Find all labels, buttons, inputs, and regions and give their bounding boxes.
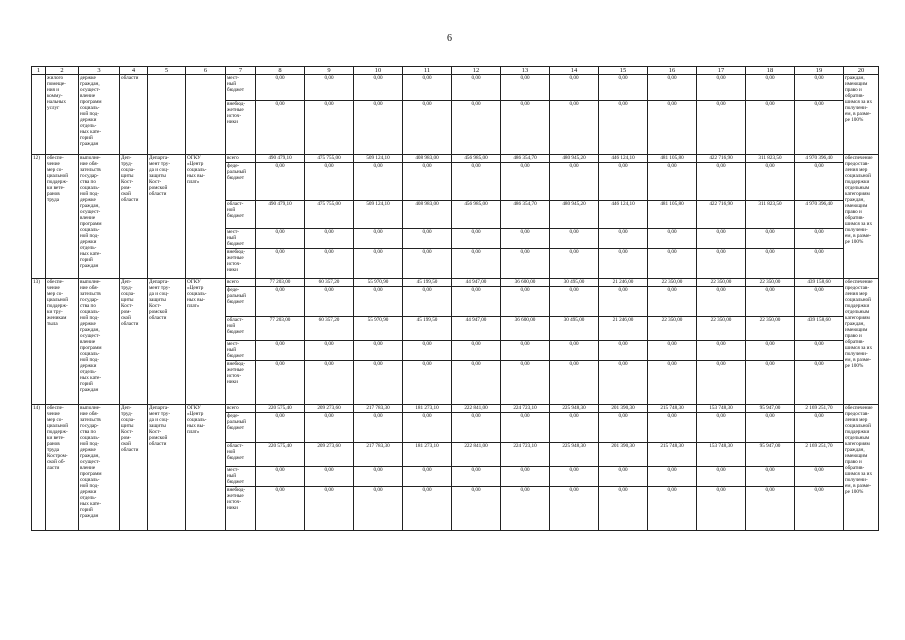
amount-cell: 509 124,10 bbox=[354, 155, 403, 163]
amount-cell: 2 169 251,70 bbox=[795, 443, 844, 467]
amount-cell: 0,00 bbox=[501, 229, 550, 249]
amount-cell: 0,00 bbox=[648, 341, 697, 361]
column-number-cell: 16 bbox=[648, 67, 697, 75]
funding-source-cell: внебюд- жетные источ- ники bbox=[226, 487, 256, 531]
expected-result-cell: обеспечение предостав- ления мер социальной поддержки отдельным категориям граждан, имеющим право и обратив- шимся за их получени- ем, в разме- ре 100% bbox=[844, 405, 879, 531]
amount-cell: 0,00 bbox=[697, 249, 746, 279]
description-cell: ОГКУ «Центр социаль- ных вы- плат» bbox=[186, 279, 226, 405]
amount-cell: 220 575,40 bbox=[256, 405, 305, 413]
amount-cell: 0,00 bbox=[452, 249, 501, 279]
amount-cell: 0,00 bbox=[599, 101, 648, 155]
amount-cell: 490 479,10 bbox=[256, 155, 305, 163]
amount-cell: 0,00 bbox=[256, 249, 305, 279]
column-number-cell: 1 bbox=[32, 67, 46, 75]
funding-source-cell: внебюд- жетные источ- ники bbox=[226, 361, 256, 405]
amount-cell: 0,00 bbox=[501, 249, 550, 279]
description-cell: обеспе- чение мер со- циальной поддерж- ки тру- женикам тыла bbox=[46, 279, 79, 405]
description-cell: Деп- труд- соцза- щиты Кост- ром- ской области bbox=[120, 405, 148, 531]
amount-cell: 201 390,30 bbox=[599, 405, 648, 413]
amount-cell: 0,00 bbox=[354, 361, 403, 405]
amount-cell: 0,00 bbox=[599, 413, 648, 443]
amount-cell: 55 970,90 bbox=[354, 279, 403, 287]
amount-cell: 0,00 bbox=[746, 361, 795, 405]
amount-cell: 0,00 bbox=[403, 75, 452, 101]
amount-cell: 475 755,00 bbox=[305, 155, 354, 163]
amount-cell: 0,00 bbox=[305, 101, 354, 155]
amount-cell: 217 783,30 bbox=[354, 405, 403, 413]
amount-cell: 181 273,10 bbox=[403, 405, 452, 413]
amount-cell: 224 723,10 bbox=[501, 405, 550, 413]
amount-cell: 0,00 bbox=[550, 229, 599, 249]
amount-cell: 21 246,00 bbox=[599, 279, 648, 287]
amount-cell: 4 970 396,40 bbox=[795, 201, 844, 229]
amount-cell: 0,00 bbox=[354, 101, 403, 155]
amount-cell: 0,00 bbox=[599, 229, 648, 249]
column-number-cell: 17 bbox=[697, 67, 746, 75]
amount-cell: 0,00 bbox=[795, 361, 844, 405]
amount-cell: 153 748,30 bbox=[697, 405, 746, 413]
funding-source-cell: внебюд- жетные источ- ники bbox=[226, 249, 256, 279]
amount-cell: 95 947,00 bbox=[746, 443, 795, 467]
amount-cell: 0,00 bbox=[256, 229, 305, 249]
amount-cell: 153 748,30 bbox=[697, 443, 746, 467]
page-number: 6 bbox=[447, 33, 452, 44]
amount-cell: 0,00 bbox=[648, 249, 697, 279]
column-number-cell: 7 bbox=[226, 67, 256, 75]
amount-cell: 220 575,40 bbox=[256, 443, 305, 467]
amount-cell: 0,00 bbox=[795, 487, 844, 531]
funding-source-cell: област- ной бюджет bbox=[226, 443, 256, 467]
amount-cell: 446 124,10 bbox=[599, 155, 648, 163]
column-number-cell: 14 bbox=[550, 67, 599, 75]
funding-source-cell: мест- ный бюджет bbox=[226, 75, 256, 101]
amount-cell: 439 158,60 bbox=[795, 317, 844, 341]
amount-cell: 44 947,00 bbox=[452, 279, 501, 287]
amount-cell: 0,00 bbox=[403, 287, 452, 317]
amount-cell: 0,00 bbox=[746, 287, 795, 317]
amount-cell: 0,00 bbox=[452, 361, 501, 405]
amount-cell: 0,00 bbox=[354, 287, 403, 317]
amount-cell: 0,00 bbox=[550, 413, 599, 443]
column-number-header-row bbox=[32, 67, 879, 75]
amount-cell: 0,00 bbox=[746, 75, 795, 101]
amount-cell: 0,00 bbox=[550, 163, 599, 201]
description-cell: выполне- ние обя- зательств государ- ства по социаль- ной под- держке граждан, осущест- вление программ социаль- ной под- держки отдель- ных кате- горий граждан bbox=[79, 405, 120, 531]
amount-cell: 0,00 bbox=[452, 75, 501, 101]
amount-cell: 45 199,50 bbox=[403, 317, 452, 341]
amount-cell: 0,00 bbox=[403, 341, 452, 361]
amount-cell: 225 948,30 bbox=[550, 443, 599, 467]
amount-cell: 0,00 bbox=[746, 163, 795, 201]
amount-cell: 0,00 bbox=[648, 163, 697, 201]
amount-cell: 0,00 bbox=[501, 75, 550, 101]
amount-cell: 36 600,00 bbox=[501, 317, 550, 341]
amount-cell: 0,00 bbox=[452, 229, 501, 249]
row-number-cell: 13) bbox=[32, 279, 46, 405]
amount-cell: 0,00 bbox=[501, 413, 550, 443]
row-number-cell bbox=[32, 75, 46, 155]
amount-cell: 22 350,00 bbox=[697, 279, 746, 287]
amount-cell: 0,00 bbox=[697, 229, 746, 249]
amount-cell: 77 203,00 bbox=[256, 279, 305, 287]
description-cell: обеспе- чение мер со- циальной поддерж- ки вете- ранов труда Костром- ской об- ласти bbox=[46, 405, 79, 531]
amount-cell: 225 948,30 bbox=[550, 405, 599, 413]
amount-cell: 30 495,00 bbox=[550, 317, 599, 341]
amount-cell: 509 124,10 bbox=[354, 201, 403, 229]
amount-cell: 0,00 bbox=[256, 467, 305, 487]
amount-cell: 0,00 bbox=[305, 487, 354, 531]
amount-cell: 0,00 bbox=[354, 75, 403, 101]
amount-cell: 0,00 bbox=[452, 163, 501, 201]
amount-cell: 0,00 bbox=[697, 487, 746, 531]
amount-cell: 0,00 bbox=[746, 101, 795, 155]
table-row bbox=[32, 405, 879, 413]
amount-cell: 21 246,00 bbox=[599, 317, 648, 341]
funding-source-cell: всего bbox=[226, 405, 256, 413]
amount-cell: 0,00 bbox=[305, 287, 354, 317]
amount-cell: 0,00 bbox=[697, 341, 746, 361]
amount-cell: 0,00 bbox=[648, 467, 697, 487]
amount-cell: 0,00 bbox=[354, 413, 403, 443]
amount-cell: 422 716,90 bbox=[697, 201, 746, 229]
amount-cell: 60 357,20 bbox=[305, 317, 354, 341]
expected-result-cell: обеспечение предостав- ления мер социальной поддержки отдельным категориям граждан, имеющим право и обратив- шимся за их получени- ем, в разме- ре 100% bbox=[844, 279, 879, 405]
amount-cell: 2 169 251,70 bbox=[795, 405, 844, 413]
amount-cell: 22 350,00 bbox=[746, 279, 795, 287]
amount-cell: 0,00 bbox=[354, 467, 403, 487]
description-cell: жилого помеще- ния и комму- нальных услуг bbox=[46, 75, 79, 155]
amount-cell: 0,00 bbox=[256, 361, 305, 405]
amount-cell: 60 357,20 bbox=[305, 279, 354, 287]
description-cell bbox=[148, 75, 186, 155]
amount-cell: 0,00 bbox=[501, 361, 550, 405]
amount-cell: 0,00 bbox=[501, 163, 550, 201]
amount-cell: 0,00 bbox=[305, 341, 354, 361]
amount-cell: 0,00 bbox=[746, 413, 795, 443]
amount-cell: 0,00 bbox=[501, 287, 550, 317]
amount-cell: 0,00 bbox=[305, 163, 354, 201]
amount-cell: 0,00 bbox=[550, 75, 599, 101]
amount-cell: 0,00 bbox=[403, 229, 452, 249]
column-number-cell: 18 bbox=[746, 67, 795, 75]
funding-source-cell: мест- ный бюджет bbox=[226, 467, 256, 487]
amount-cell: 22 350,00 bbox=[648, 279, 697, 287]
amount-cell: 224 723,10 bbox=[501, 443, 550, 467]
column-number-cell: 11 bbox=[403, 67, 452, 75]
amount-cell: 0,00 bbox=[795, 287, 844, 317]
amount-cell: 0,00 bbox=[697, 287, 746, 317]
description-cell: ОГКУ «Центр социаль- ных вы- плат» bbox=[186, 155, 226, 279]
amount-cell: 0,00 bbox=[648, 75, 697, 101]
amount-cell: 0,00 bbox=[305, 467, 354, 487]
description-cell: Департа- мент тру- да и соц- защиты Кост- ромской области bbox=[148, 155, 186, 279]
amount-cell: 456 985,00 bbox=[452, 155, 501, 163]
amount-cell: 36 600,00 bbox=[501, 279, 550, 287]
amount-cell: 0,00 bbox=[550, 341, 599, 361]
amount-cell: 44 947,00 bbox=[452, 317, 501, 341]
amount-cell: 0,00 bbox=[697, 163, 746, 201]
amount-cell: 480 945,20 bbox=[550, 201, 599, 229]
amount-cell: 0,00 bbox=[452, 487, 501, 531]
amount-cell: 0,00 bbox=[550, 361, 599, 405]
amount-cell: 0,00 bbox=[648, 287, 697, 317]
amount-cell: 408 983,00 bbox=[403, 201, 452, 229]
column-number-cell: 4 bbox=[120, 67, 148, 75]
description-cell: ОГКУ «Центр социаль- ных вы- плат» bbox=[186, 405, 226, 531]
amount-cell: 0,00 bbox=[256, 413, 305, 443]
amount-cell: 217 783,30 bbox=[354, 443, 403, 467]
amount-cell: 0,00 bbox=[550, 249, 599, 279]
amount-cell: 0,00 bbox=[256, 163, 305, 201]
amount-cell: 0,00 bbox=[795, 249, 844, 279]
amount-cell: 0,00 bbox=[746, 229, 795, 249]
amount-cell: 0,00 bbox=[501, 467, 550, 487]
amount-cell: 0,00 bbox=[550, 487, 599, 531]
amount-cell: 0,00 bbox=[452, 287, 501, 317]
amount-cell: 0,00 bbox=[599, 467, 648, 487]
funding-source-cell: феде- ральный бюджет bbox=[226, 287, 256, 317]
amount-cell: 439 158,60 bbox=[795, 279, 844, 287]
description-cell: Департа- мент тру- да и соц- защиты Кост- ромской области bbox=[148, 279, 186, 405]
amount-cell: 0,00 bbox=[746, 487, 795, 531]
amount-cell: 215 748,30 bbox=[648, 443, 697, 467]
amount-cell: 4 970 396,40 bbox=[795, 155, 844, 163]
amount-cell: 22 350,00 bbox=[746, 317, 795, 341]
amount-cell: 0,00 bbox=[354, 249, 403, 279]
amount-cell: 0,00 bbox=[305, 75, 354, 101]
amount-cell: 0,00 bbox=[305, 229, 354, 249]
amount-cell: 209 273,60 bbox=[305, 405, 354, 413]
amount-cell: 0,00 bbox=[795, 163, 844, 201]
amount-cell: 0,00 bbox=[403, 361, 452, 405]
amount-cell: 0,00 bbox=[256, 101, 305, 155]
amount-cell: 0,00 bbox=[403, 249, 452, 279]
amount-cell: 0,00 bbox=[354, 487, 403, 531]
amount-cell: 181 273,10 bbox=[403, 443, 452, 467]
amount-cell: 0,00 bbox=[501, 341, 550, 361]
amount-cell: 0,00 bbox=[501, 101, 550, 155]
amount-cell: 0,00 bbox=[795, 75, 844, 101]
amount-cell: 201 390,30 bbox=[599, 443, 648, 467]
amount-cell: 311 823,50 bbox=[746, 201, 795, 229]
amount-cell: 0,00 bbox=[746, 249, 795, 279]
amount-cell: 486 354,70 bbox=[501, 201, 550, 229]
amount-cell: 0,00 bbox=[648, 413, 697, 443]
program-funding-table bbox=[31, 66, 879, 531]
description-cell: Департа- мент тру- да и соц- защиты Кост- ромской области bbox=[148, 405, 186, 531]
description-cell: выполне- ние обя- зательств государ- ства по социаль- ной под- держке граждан, осущест- вление программ социаль- ной под- держки отдель- ных кате- горий граждан bbox=[79, 279, 120, 405]
column-number-cell: 10 bbox=[354, 67, 403, 75]
column-number-cell: 2 bbox=[46, 67, 79, 75]
amount-cell: 0,00 bbox=[697, 413, 746, 443]
amount-cell: 0,00 bbox=[648, 229, 697, 249]
amount-cell: 408 983,00 bbox=[403, 155, 452, 163]
description-cell: Деп- труд- соцза- щиты Кост- ром- ской области bbox=[120, 155, 148, 279]
amount-cell: 215 748,30 bbox=[648, 405, 697, 413]
amount-cell: 77 203,00 bbox=[256, 317, 305, 341]
amount-cell: 0,00 bbox=[795, 413, 844, 443]
amount-cell: 0,00 bbox=[452, 341, 501, 361]
amount-cell: 481 105,80 bbox=[648, 155, 697, 163]
column-number-cell: 19 bbox=[795, 67, 844, 75]
amount-cell: 0,00 bbox=[305, 413, 354, 443]
amount-cell: 0,00 bbox=[256, 341, 305, 361]
amount-cell: 209 273,60 bbox=[305, 443, 354, 467]
amount-cell: 475 755,00 bbox=[305, 201, 354, 229]
amount-cell: 490 479,10 bbox=[256, 201, 305, 229]
funding-source-cell: всего bbox=[226, 279, 256, 287]
column-number-cell: 8 bbox=[256, 67, 305, 75]
column-number-cell: 13 bbox=[501, 67, 550, 75]
amount-cell: 0,00 bbox=[452, 413, 501, 443]
table-row bbox=[32, 75, 879, 101]
amount-cell: 0,00 bbox=[403, 163, 452, 201]
amount-cell: 95 947,00 bbox=[746, 405, 795, 413]
amount-cell: 486 354,70 bbox=[501, 155, 550, 163]
description-cell: держке граждан, осущест- вление программ социаль- ной под- держки отдель- ных кате- горий граждан bbox=[79, 75, 120, 155]
amount-cell: 0,00 bbox=[599, 249, 648, 279]
amount-cell: 0,00 bbox=[550, 101, 599, 155]
amount-cell: 0,00 bbox=[795, 467, 844, 487]
funding-source-cell: област- ной бюджет bbox=[226, 317, 256, 341]
amount-cell: 0,00 bbox=[501, 487, 550, 531]
amount-cell: 0,00 bbox=[256, 287, 305, 317]
column-number-cell: 12 bbox=[452, 67, 501, 75]
amount-cell: 0,00 bbox=[403, 487, 452, 531]
funding-source-cell: феде- ральный бюджет bbox=[226, 413, 256, 443]
amount-cell: 0,00 bbox=[354, 229, 403, 249]
table-row bbox=[32, 279, 879, 287]
column-number-cell: 6 bbox=[186, 67, 226, 75]
column-number-cell: 20 bbox=[844, 67, 879, 75]
funding-source-cell: внебюд- жетные источ- ники bbox=[226, 101, 256, 155]
funding-source-cell: всего bbox=[226, 155, 256, 163]
description-cell: области bbox=[120, 75, 148, 155]
amount-cell: 0,00 bbox=[550, 287, 599, 317]
description-cell: обеспе- чение мер со- циальной поддерж- ки вете- ранов труда bbox=[46, 155, 79, 279]
amount-cell: 0,00 bbox=[354, 163, 403, 201]
amount-cell: 0,00 bbox=[305, 361, 354, 405]
amount-cell: 0,00 bbox=[305, 249, 354, 279]
amount-cell: 0,00 bbox=[403, 413, 452, 443]
amount-cell: 0,00 bbox=[795, 341, 844, 361]
amount-cell: 0,00 bbox=[403, 467, 452, 487]
amount-cell: 222 841,00 bbox=[452, 443, 501, 467]
amount-cell: 0,00 bbox=[452, 101, 501, 155]
row-number-cell: 14) bbox=[32, 405, 46, 531]
amount-cell: 480 945,20 bbox=[550, 155, 599, 163]
row-number-cell: 12) bbox=[32, 155, 46, 279]
amount-cell: 446 124,10 bbox=[599, 201, 648, 229]
description-cell bbox=[186, 75, 226, 155]
amount-cell: 0,00 bbox=[599, 361, 648, 405]
expected-result-cell: граждан, имеющим право и обратив- шимся за их получени- ем, в разме- ре 100% bbox=[844, 75, 879, 155]
amount-cell: 0,00 bbox=[795, 229, 844, 249]
column-number-cell: 15 bbox=[599, 67, 648, 75]
amount-cell: 55 970,90 bbox=[354, 317, 403, 341]
amount-cell: 0,00 bbox=[697, 75, 746, 101]
amount-cell: 311 823,50 bbox=[746, 155, 795, 163]
column-number-cell: 5 bbox=[148, 67, 186, 75]
funding-source-cell: феде- ральный бюджет bbox=[226, 163, 256, 201]
description-cell: выполне- ние обя- зательств государ- ства по социаль- ной под- держке граждан, осущест- вление программ социаль- ной под- держки отдель- ных кате- горий граждан bbox=[79, 155, 120, 279]
amount-cell: 0,00 bbox=[256, 75, 305, 101]
amount-cell: 481 105,80 bbox=[648, 201, 697, 229]
description-cell: Деп- труд- соцза- щиты Кост- ром- ской области bbox=[120, 279, 148, 405]
funding-source-cell: мест- ный бюджет bbox=[226, 229, 256, 249]
amount-cell: 22 350,00 bbox=[697, 317, 746, 341]
amount-cell: 0,00 bbox=[648, 101, 697, 155]
amount-cell: 0,00 bbox=[550, 467, 599, 487]
amount-cell: 45 199,50 bbox=[403, 279, 452, 287]
amount-cell: 0,00 bbox=[795, 101, 844, 155]
amount-cell: 0,00 bbox=[599, 287, 648, 317]
expected-result-cell: обеспечение предостав- ления мер социальной поддержки отдельным категориям граждан, имеющим право и обратив- шимся за их получени- ем, в разме- ре 100% bbox=[844, 155, 879, 279]
amount-cell: 422 716,90 bbox=[697, 155, 746, 163]
amount-cell: 30 495,00 bbox=[550, 279, 599, 287]
amount-cell: 0,00 bbox=[354, 341, 403, 361]
column-number-cell: 3 bbox=[79, 67, 120, 75]
table-row bbox=[32, 155, 879, 163]
funding-source-cell: мест- ный бюджет bbox=[226, 341, 256, 361]
amount-cell: 0,00 bbox=[648, 361, 697, 405]
amount-cell: 222 841,00 bbox=[452, 405, 501, 413]
amount-cell: 0,00 bbox=[599, 341, 648, 361]
amount-cell: 0,00 bbox=[599, 487, 648, 531]
amount-cell: 0,00 bbox=[746, 341, 795, 361]
amount-cell: 0,00 bbox=[697, 361, 746, 405]
amount-cell: 0,00 bbox=[256, 487, 305, 531]
amount-cell: 0,00 bbox=[697, 467, 746, 487]
amount-cell: 0,00 bbox=[452, 467, 501, 487]
column-number-cell: 9 bbox=[305, 67, 354, 75]
amount-cell: 22 350,00 bbox=[648, 317, 697, 341]
amount-cell: 0,00 bbox=[599, 163, 648, 201]
funding-source-cell: област- ной бюджет bbox=[226, 201, 256, 229]
amount-cell: 0,00 bbox=[403, 101, 452, 155]
amount-cell: 456 985,00 bbox=[452, 201, 501, 229]
amount-cell: 0,00 bbox=[746, 467, 795, 487]
amount-cell: 0,00 bbox=[697, 101, 746, 155]
amount-cell: 0,00 bbox=[599, 75, 648, 101]
amount-cell: 0,00 bbox=[648, 487, 697, 531]
